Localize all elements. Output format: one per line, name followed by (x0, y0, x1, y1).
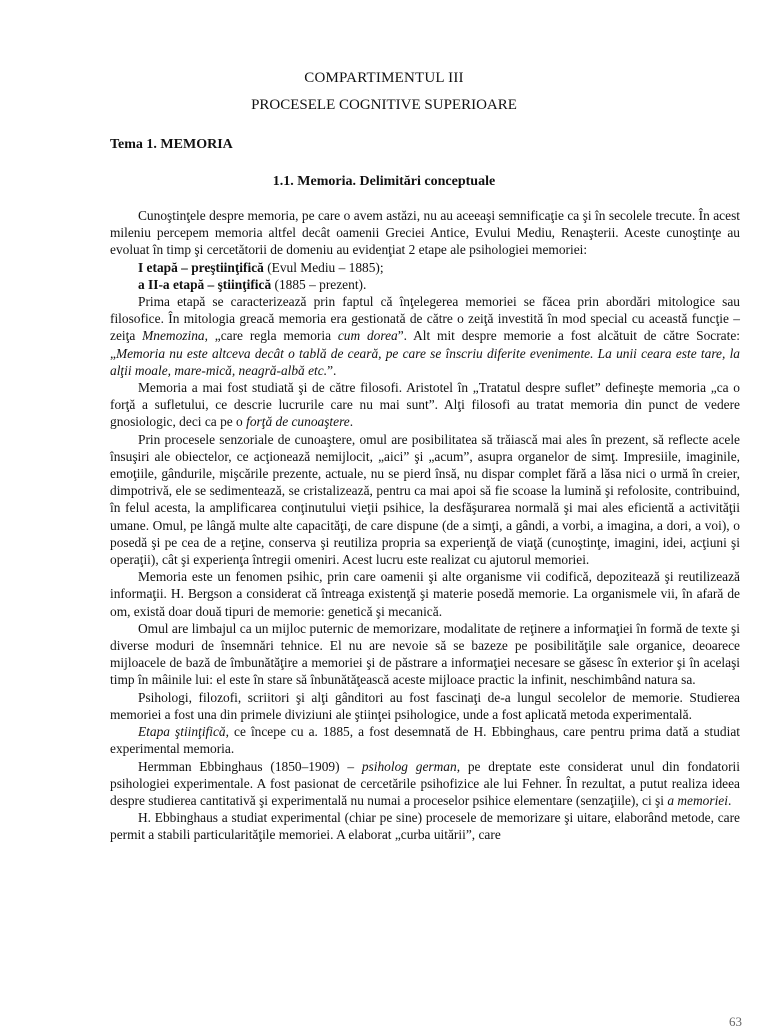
paragraph-mythology (110, 293, 740, 379)
psiholog-term: psiholog german (361, 758, 457, 774)
text-span: ”. (327, 362, 337, 378)
stage-1-label: I etapă – preştiinţifică (138, 259, 264, 275)
stage-2-period: (1885 – prezent). (271, 276, 367, 292)
paragraph-ebbinghaus (110, 758, 740, 810)
compartment-heading: COMPARTIMENTUL III (304, 70, 464, 86)
text-span: , ce începe cu a. 1885, a fost desemnată de H. Ebbinghaus, care pentru prima dată a studiat experimental memoria. (110, 724, 741, 757)
body-text (110, 207, 740, 844)
text-span: Prima etapă se caracterizează prin faptul că înţelegerea memoriei se făcea prin abordări mitologice sau filosofice. În mitologia greacă memoria era gestionată de către o zeiţă investită în mod special cu această funcţie – zeiţa (110, 294, 740, 344)
tema-heading: Tema 1. MEMORIA (110, 137, 233, 152)
cum-dorea-term: cum dorea (337, 328, 398, 344)
text-span: . (349, 414, 354, 430)
forta-term: forţă de cunoaştere (246, 414, 350, 430)
stage-2-label: a II-a etapă – ştiinţifică (138, 276, 272, 292)
text-span: , „care regla memoria (204, 328, 338, 344)
chapter-title: PROCESELE COGNITIVE SUPERIOARE (251, 97, 517, 113)
text-span: ”. Alt mit despre memorie a fost alcătuit de către Socrate: „ (110, 328, 741, 361)
text-span: Memoria a mai fost studiată şi de către filosofi. Aristotel în „Tratatul despre suflet” defineşte memoria „ca o forţă a sufletului, ce descrie lucrurile care nu mai sunt”. Alţi filosofi au tratat memoria din punct de vedere gnosiologic, deci ca pe o (110, 380, 740, 430)
scientific-stage-term: Etapa ştiinţifică (138, 724, 226, 740)
paragraph-definition: Memoria este un fenomen psihic, prin care oamenii şi alte organisme vii codifică, depozitează şi reutilizează informaţii. H. Bergson a considerat că întreaga existenţă şi materie posedă memorie. La organismele vii, în afară de om, există doar două tipuri de memorie: genetică şi mecanică. (110, 569, 740, 619)
paragraph-senses: Prin procesele senzoriale de cunoaştere, omul are posibilitatea să trăiască mai ales în prezent, să reflecte acele însuşiri ale obiectelor, ce acţionează nemijlocit, „aici” şi „acum”, asupra organelor de simţ. Impresiile, imaginile, emoţiile, gândurile, mişcările prezente, actuale, nu se pierd însă, nu dispar complet fără a lăsa nici o urmă în creier, dimpotrivă, ele se sedimentează, se cristalizează, pentru ca mai apoi să fie scoase la lumină şi refolosite, contribuind, în felul acesta, la amplificarea conţinutului vieţii psihice, la desfăşurarea normală şi mai ales eficientă a activităţii umane. Omul, pe lângă multe alte capacităţi, de care dispune (de a simţi, a gândi, a vorbi, a imagina, a dori, a voi), o posedă şi pe cea de a reţine, conserva şi reutiliza propria sa experienţă de viaţă (cunoştinţe, imagini, idei, acţiuni şi operaţii), cât şi experienţa întregii omeniri. Acest lucru este realizat cu ajutorul memoriei. (110, 431, 740, 568)
memoriei-term: a memoriei (667, 792, 728, 808)
paragraph-language: Omul are limbajul ca un mijloc puternic de memorizare, modalitate de reţinere a informaţiei în formă de texte şi diverse moduri de însemnări tehnice. El nu are nevoie să se bazeze pe posibilităţile sale organice, deoarece mijloacele de bază de îmbunătăţire a memoriei şi de păstrare a informaţiei necesare se găsesc în exterior şi în acelaşi timp în mâinile lui: el este în stare să înbunătăţească aceste mijloace practic la infinit, neschimbând natura sa. (110, 620, 740, 688)
page-number: 63 (729, 1014, 742, 1029)
stage-1-item (110, 259, 740, 276)
text-span: , pe dreptate este considerat unul din fondatorii psihologiei experimentale. A fost pasionat de cercetările psihofizice ale lui Fehner. În rezultat, a putut realiza ideea despre studierea cantitativă şi experimentală nu numai a proceselor psihice elementare (senzaţiile), ci şi (110, 758, 740, 808)
socrates-quote: Memoria nu este altceva decât o tablă de ceară, pe care se înscriu diferite evenimente. La unii ceara este tare, la alţii moale, mare-mică, neagră-albă etc. (110, 345, 740, 378)
paragraph-philosophers (110, 379, 740, 431)
paragraph-scientific-stage (110, 723, 740, 757)
stage-2-item (110, 276, 740, 293)
mnemozina-term: Mnemozina (142, 328, 205, 344)
paragraph-experiments: H. Ebbinghaus a studiat experimental (chiar pe sine) procesele de memorizare şi uitare, elaborând metode, care permit a stabili particularităţile memoriei. A elaborat „curba uitării”, care (110, 810, 740, 843)
stage-1-period: (Evul Mediu – 1885); (263, 259, 384, 275)
paragraph-fascination: Psihologi, filozofi, scriitori şi alţi gânditori au fost fascinaţi de-a lungul secolelor de memorie. Studierea memoriei a fost una din primele diviziuni ale ştiinţei psihologice, unde a fost aplicată metoda experimentală. (110, 689, 740, 722)
text-span: . (727, 792, 732, 808)
text-span: Hermman Ebbinghaus (1850–1909) – (138, 758, 362, 774)
subsection-heading: 1.1. Memoria. Delimitări conceptuale (272, 174, 496, 189)
paragraph-intro: Cunoştinţele despre memoria, pe care o avem astăzi, nu au aceeaşi semnificaţie ca şi în secolele trecute. În acest mileniu percepem memoria altfel decât oamenii Greciei Antice, Evului Mediu, Renaşterii. Aceste cunoştinţe au evoluat în timp şi cercetătorii de domeniu au evidenţiat 2 etape ale psihologiei memoriei: (110, 208, 740, 258)
